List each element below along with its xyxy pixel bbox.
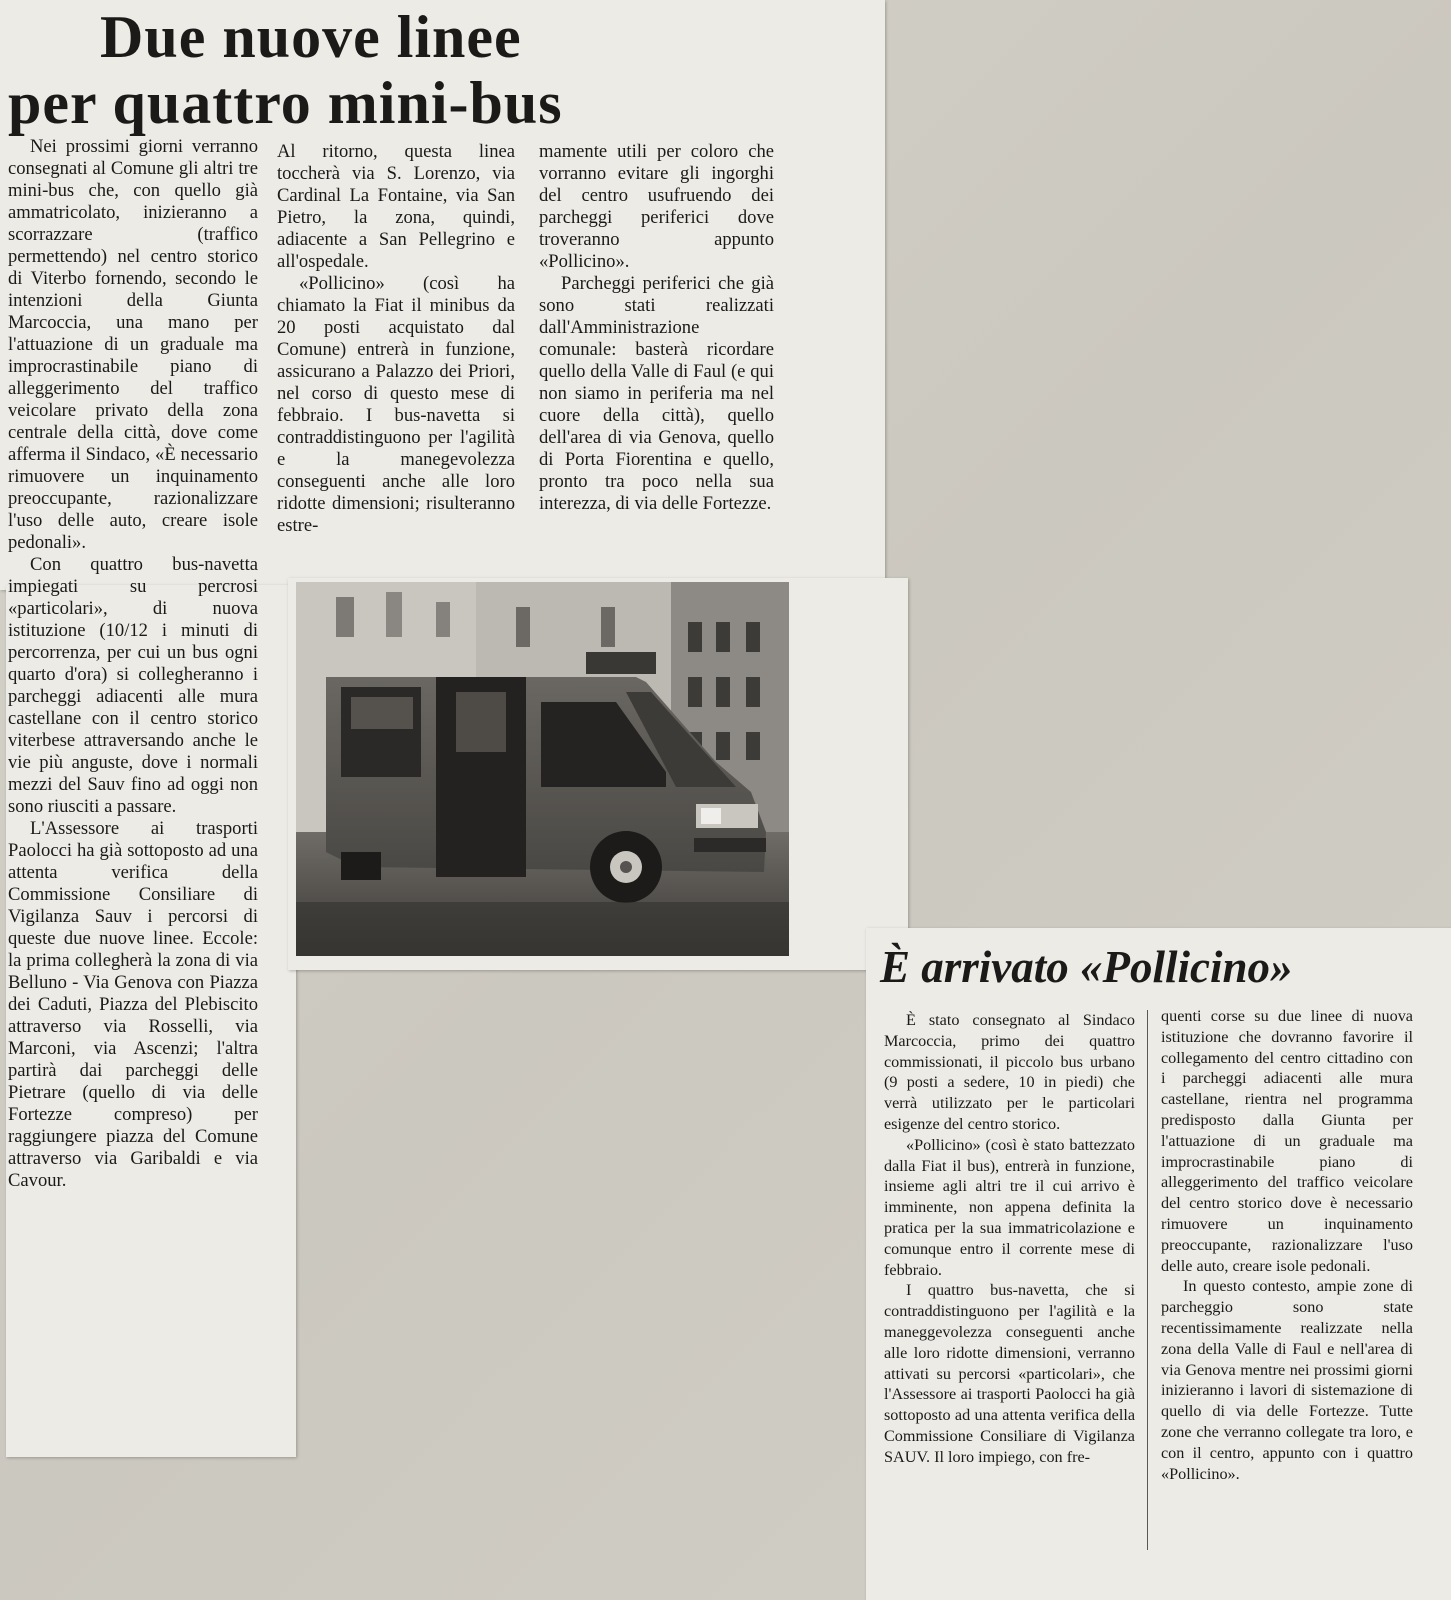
article-1-paragraph: «Pollicino» (così ha chiamato la Fiat il minibus da 20 posti acquistato dal Comune) entrerà in funzione, assicurano a Palazzo dei Priori, nel corso di questo mese di febbraio. I bus-navetta si contraddistinguono per l'agilità e la manegevolezza conseguenti anche alle loro ridotte dimensioni; risulteranno estre-: [277, 273, 515, 536]
article-2-column-1: [884, 1010, 1135, 1468]
minibus-illustration: [296, 582, 789, 956]
article-2-paragraph: quenti corse su due linee di nuova istituzione che dovranno favorire il collegamento del centro cittadino con i parcheggi adiacenti alle mura castellane, rientra nel programma predisposto dalla Giunta per l'attuazione di un graduale ma improcrastinabile piano di alleggerimento del traffico veicolare del centro storico dove è necessario rimuovere un inquinamento preoccupante, razionalizzare l'uso delle auto, creare isole pedonali.: [1161, 1007, 1413, 1275]
article-2-paragraph: È stato consegnato al Sindaco Marcoccia, primo dei quattro commissionati, il piccolo bus urbano (9 posti a sedere, 10 in piedi) che verrà utilizzato per le particolari esigenze del centro storico.: [884, 1011, 1135, 1133]
article-2-paragraph: In questo contesto, ampie zone di parcheggio sono state recentissimamente realizzate nella zona della Valle di Faul e nell'area di via Genova mentre nei prossimi giorni inizieranno i lavori di sistemazione di quello di via delle Fortezze. Tutte zone che verranno collegate tra loro, e con il centro, appunto con i quattro «Pollicino».: [1161, 1277, 1413, 1483]
article-1-paragraph: Al ritorno, questa linea toccherà via S. Lorenzo, via Cardinal La Fontaine, via San Pietro, la zona, quindi, adiacente a San Pellegrino e all'ospedale.: [277, 141, 515, 272]
article-1-paragraph: mamente utili per coloro che vorranno evitare gli ingorghi del centro usufruendo dei parcheggi periferici dove troveranno appunto «Pollicino».: [539, 141, 774, 272]
article-1-column-2: [277, 141, 515, 537]
article-2-paragraph: I quattro bus-navetta, che si contraddistinguono per l'agilità e la maneggevolezza conseguenti anche alle loro ridotte dimensioni, verranno attivati su percorsi «particolari», che l'Assessore ai trasporti Paolocci ha già sottoposto ad una attenta verifica della Commissione Consiliare di Vigilanza SAUV. Il loro impiego, con fre-: [884, 1281, 1135, 1466]
article-1-paragraph: Con quattro bus-navetta impiegati su percrosi «particolari», di nuova istituzione (10/12 i minuti di percorrenza, per cui un bus ogni quarto d'ora) si collegheranno i parcheggi adiacenti alle mura castellane con il centro storico viterbese attraversando anche le vie più anguste, dove i normali mezzi del Sauv fino ad oggi non sono riusciti a passare.: [8, 554, 258, 817]
article-1-column-3: [539, 141, 774, 515]
column-divider: [1147, 1010, 1148, 1550]
article-1-paragraph: Parcheggi periferici che già sono stati realizzati dall'Amministrazione comunale: basterà ricordare quello della Valle di Faul (e qui non siamo in periferia ma nel cuore della città), quello dell'area di via Genova, quello di Porta Fiorentina e quello, pronto tra poco nella sua interezza, di via delle Fortezze.: [539, 273, 774, 514]
article-2-column-2: [1161, 1006, 1413, 1484]
article-1-headline-line-2: per quattro mini-bus: [8, 70, 563, 136]
article-1-headline-line-1: Due nuove linee: [100, 4, 522, 70]
article-1-column-1: [8, 136, 258, 1192]
article-1-paragraph: Nei prossimi giorni verranno consegnati al Comune gli altri tre mini-bus che, con quello già ammatricolato, inizieranno a scorrazzare (traffico permettendo) nel centro storico di Viterbo fornendo, secondo le intenzioni della Giunta Marcoccia, una mano per l'attuazione di un graduale ma improcrastinabile piano di alleggerimento del traffico veicolare privato della zona centrale della città, dove come afferma il Sindaco, «È necessario rimuovere un inquinamento preoccupante, razionalizzare l'uso delle auto, creare isole pedonali».: [8, 136, 258, 553]
article-2-headline: È arrivato «Pollicino»: [880, 942, 1293, 992]
minibus-photo: [296, 582, 789, 956]
article-1-paragraph: L'Assessore ai trasporti Paolocci ha già sottoposto ad una attenta verifica della Commissione Consiliare di Vigilanza Sauv i percorsi di queste due nuove linee. Eccole: la prima collegherà la zona di via Belluno - Via Genova con Piazza dei Caduti, Piazza del Plebiscito attraverso via Rosselli, via Marconi, via Ascenzi; l'altra partirà dai parcheggi delle Pietrare (quello di via delle Fortezze compreso) per raggiungere piazza del Comune attraverso via Garibaldi e via Cavour.: [8, 818, 258, 1191]
article-2-paragraph: «Pollicino» (così è stato battezzato dalla Fiat il bus), entrerà in funzione, insieme agli altri tre il cui arrivo è imminente, non appena definita la pratica per la sua immatricolazione e comunque entro il corrente mese di febbraio.: [884, 1135, 1135, 1279]
article-1-headline: [8, 4, 868, 136]
